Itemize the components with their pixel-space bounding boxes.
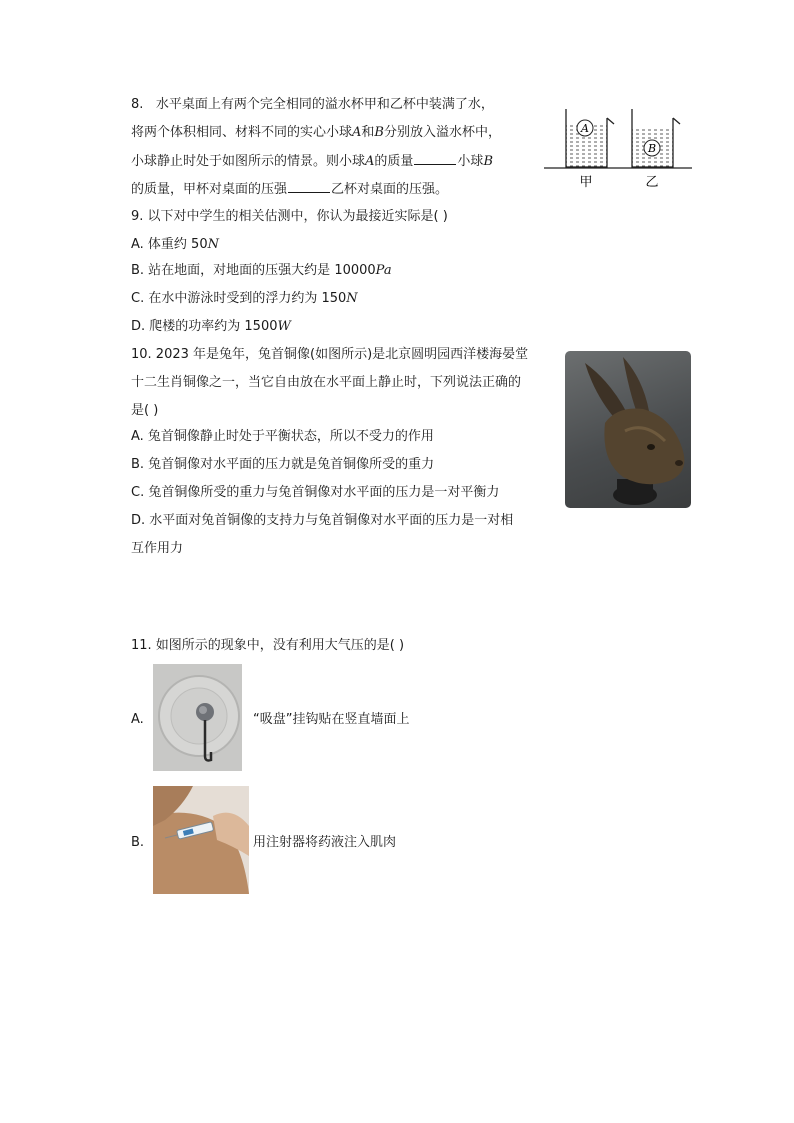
q8-overflow-cup-figure — [540, 104, 695, 196]
q11-option-a-letter[interactable]: A. — [131, 712, 144, 727]
cup-jia — [566, 109, 614, 167]
q8-text-2a: 将两个体积相同、材料不同的实心小球 — [131, 125, 353, 140]
q11-option-b-letter[interactable]: B. — [131, 835, 145, 850]
q10-stem-3: 是( ) — [131, 403, 159, 418]
label-jia: 甲 — [579, 175, 593, 190]
q8-blank-2[interactable] — [288, 180, 330, 193]
q9-c-text: C. 在水中游泳时受到的浮力约为 150 — [131, 291, 347, 306]
q9-option-c[interactable] — [131, 290, 358, 308]
q9-b-unit: Pa — [375, 263, 392, 278]
q8-var-b: B — [374, 125, 384, 140]
q8-line-3 — [131, 152, 493, 171]
q10-option-d[interactable]: D. 水平面对兔首铜像的支持力与兔首铜像对水平面的压力是一对相 — [131, 513, 514, 528]
q8-text-2c: 分别放入溢水杯中， — [383, 125, 501, 140]
q8-blank-1[interactable] — [414, 152, 456, 165]
ball-a-label: A — [581, 122, 589, 135]
q8-var-b-2: B — [483, 154, 493, 169]
q8-var-a: A — [352, 125, 362, 140]
q8-number: 8. — [131, 97, 144, 112]
suction-hook-image — [153, 664, 242, 771]
rabbit-head-bronze-image — [565, 351, 691, 508]
q9-option-b[interactable] — [131, 262, 392, 280]
q9-option-d[interactable] — [131, 318, 291, 336]
q8-text-4b: 乙杯对桌面的压强。 — [331, 182, 449, 197]
q10-stem-1: 10. 2023 年是兔年，兔首铜像(如图所示)是北京圆明园西洋楼海晏堂 — [131, 347, 529, 362]
q11-option-b-text[interactable]: 用注射器将药液注入肌肉 — [253, 835, 397, 850]
q8-text-3a: 小球静止时处于如图所示的情景。则小球 — [131, 154, 366, 169]
q9-d-unit: W — [277, 319, 291, 334]
q10-option-d-cont: 互作用力 — [131, 541, 184, 556]
q9-d-text: D. 爬楼的功率约为 1500 — [131, 319, 278, 334]
q10-option-b[interactable]: B. 兔首铜像对水平面的压力就是兔首铜像所受的重力 — [131, 457, 435, 472]
q9-stem: 9. 以下对中学生的相关估测中，你认为最接近实际是( ) — [131, 209, 448, 224]
q11-option-a-text[interactable]: “吸盘”挂钩贴在竖直墙面上 — [253, 712, 410, 727]
q8-var-a-2: A — [365, 154, 375, 169]
q9-a-text: A. 体重约 50 — [131, 237, 208, 252]
q8-text-3c: 小球 — [457, 154, 484, 169]
ball-b-label: B — [647, 142, 657, 155]
q8-text-1: 水平桌面上有两个完全相同的溢水杯甲和乙杯中装满了水， — [155, 97, 494, 112]
q9-c-unit: N — [346, 291, 358, 306]
q8-line-4 — [131, 180, 448, 199]
q8-text-4a: 的质量，甲杯对桌面的压强 — [131, 182, 288, 197]
q8-line-2 — [131, 124, 501, 142]
q9-b-text: B. 站在地面，对地面的压强大约是 10000 — [131, 263, 376, 278]
cup-yi — [632, 109, 680, 167]
q10-stem-2: 十二生肖铜像之一，当它自由放在水平面上静止时，下列说法正确的 — [131, 375, 522, 390]
q10-option-a[interactable]: A. 兔首铜像静止时处于平衡状态，所以不受力的作用 — [131, 429, 434, 444]
label-yi: 乙 — [645, 175, 659, 190]
q8-text-3b: 的质量 — [374, 154, 414, 169]
q9-option-a[interactable] — [131, 236, 219, 254]
q8-text-2b: 和 — [361, 125, 375, 140]
q11-stem: 11. 如图所示的现象中，没有利用大气压的是( ) — [131, 638, 405, 653]
q8-line-1 — [131, 96, 494, 114]
syringe-injection-image — [153, 786, 249, 894]
q10-option-c[interactable]: C. 兔首铜像所受的重力与兔首铜像对水平面的压力是一对平衡力 — [131, 485, 500, 500]
q9-a-unit: N — [207, 237, 219, 252]
